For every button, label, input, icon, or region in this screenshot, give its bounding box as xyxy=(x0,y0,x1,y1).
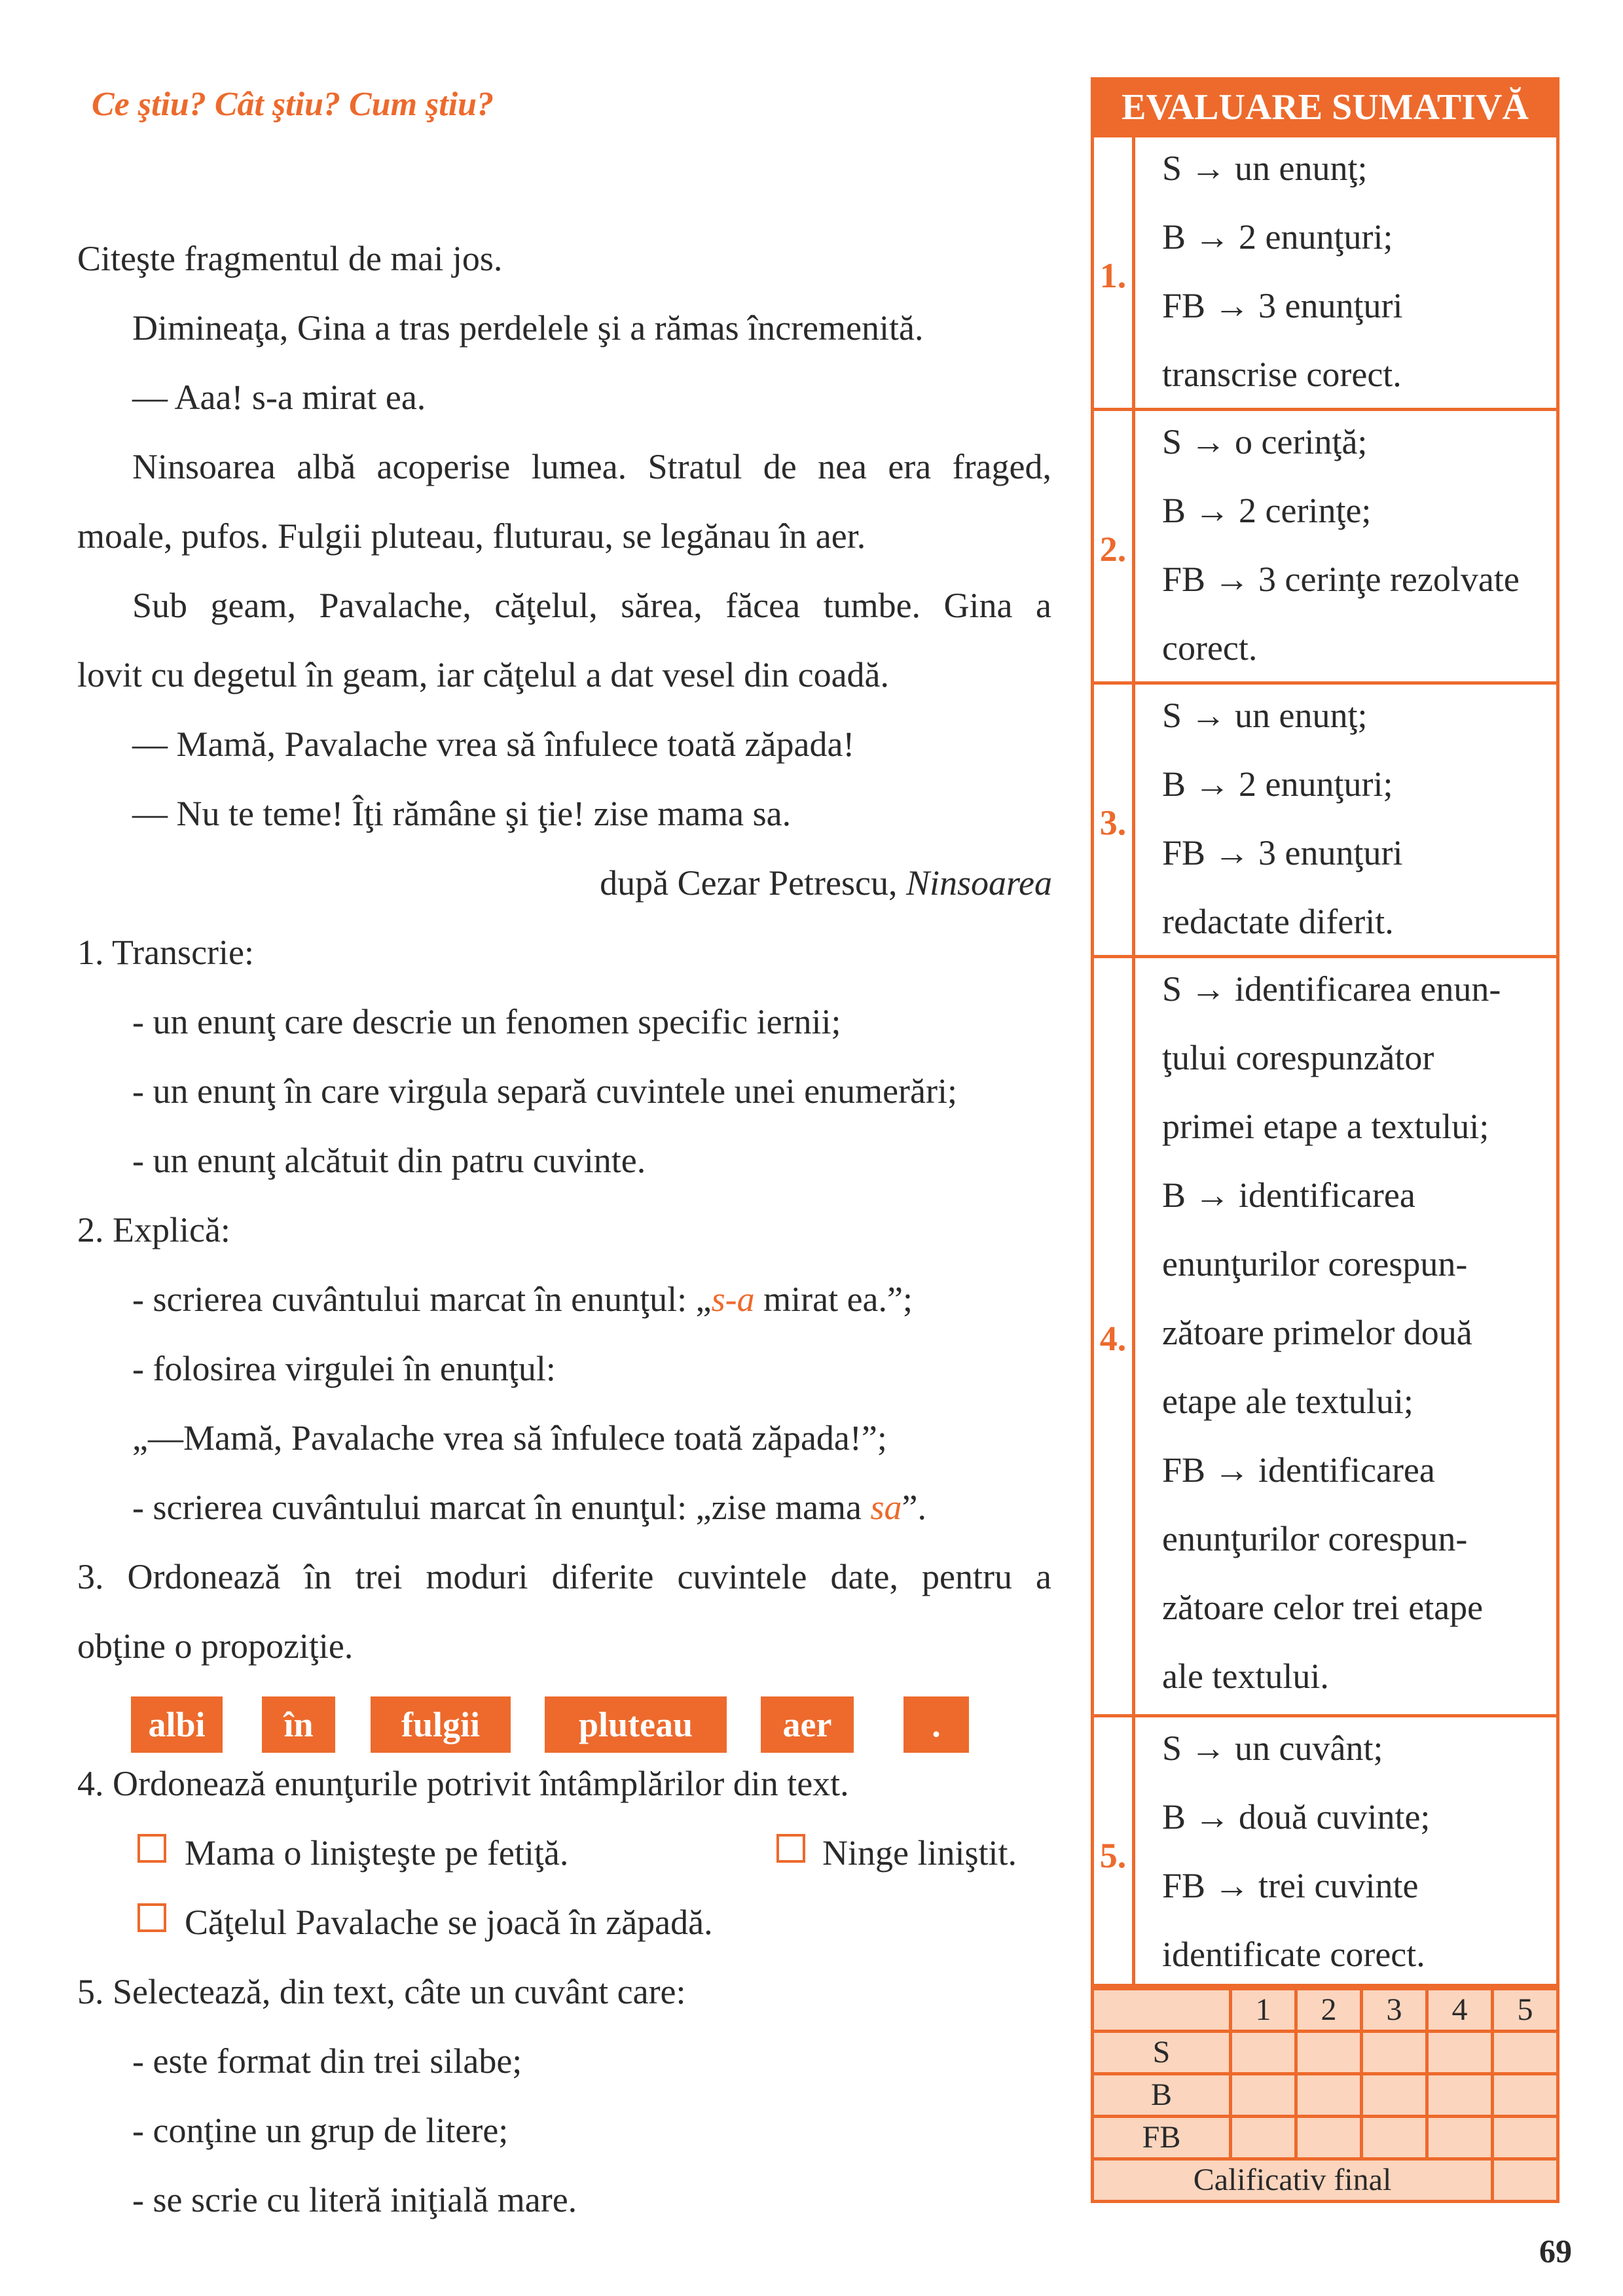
rubric-line: B → identificarea xyxy=(1162,1175,1415,1215)
rubric-line: FB → 3 enunţuri xyxy=(1162,286,1403,325)
rubric-line: transcrise corect. xyxy=(1162,355,1402,394)
rubric-item-2 xyxy=(1091,411,1559,685)
score-row-label: B xyxy=(1093,2074,1231,2117)
score-cell[interactable] xyxy=(1231,2117,1296,2159)
task-1-item: - un enunţ în care virgula separă cuvintele unei enumerări; xyxy=(132,1071,957,1111)
marked-word: s-a xyxy=(711,1280,755,1319)
rubric-line: S → un enunţ; xyxy=(1162,149,1368,188)
score-cell[interactable] xyxy=(1427,2117,1493,2159)
rubric-line: primei etape a textului; xyxy=(1162,1107,1489,1146)
score-cell[interactable] xyxy=(1296,2032,1362,2074)
rubric-number: 2. xyxy=(1099,529,1127,569)
rubric-line: B → 2 enunţuri; xyxy=(1162,764,1393,804)
event-label: Mama o linişteşte pe fetiţă. xyxy=(185,1833,569,1873)
score-cell[interactable] xyxy=(1427,2032,1493,2074)
rubric-item-4 xyxy=(1091,958,1559,1717)
rubric-line: etape ale textului; xyxy=(1162,1382,1413,1421)
paragraph-1: Dimineaţa, Gina a tras perdelele şi a rămas încremenită. xyxy=(132,308,924,348)
paragraph-6: — Nu te teme! Îţi rămâne şi ţie! zise mama sa. xyxy=(132,794,792,833)
paragraph-4b: lovit cu degetul în geam, iar căţelul a dat vesel din coadă. xyxy=(77,655,890,694)
rubric-line: S → o cerinţă; xyxy=(1162,422,1368,461)
rubric-number: 5. xyxy=(1099,1836,1127,1875)
task-1-item: - un enunţ care descrie un fenomen specific iernii; xyxy=(132,1002,841,1041)
source-citation: după Cezar Petrescu, Ninsoarea xyxy=(600,863,1052,903)
rubric-line: redactate diferit. xyxy=(1162,902,1394,941)
rubric-line: B → 2 enunţuri; xyxy=(1162,217,1393,257)
paragraph-3a: Ninsoarea albă acoperise lumea. Stratul de nea era fraged, xyxy=(132,447,1051,486)
order-checkbox[interactable] xyxy=(137,1903,166,1932)
task-1-title: 1. Transcrie: xyxy=(77,933,254,972)
rubric-item-1 xyxy=(1091,137,1559,411)
score-corner xyxy=(1093,1989,1231,2032)
rubric-line: S → un cuvânt; xyxy=(1162,1729,1383,1768)
final-grade-cell[interactable] xyxy=(1493,2159,1558,2202)
score-cell[interactable] xyxy=(1493,2074,1558,2117)
paragraph-2: — Aaa! s-a mirat ea. xyxy=(132,378,426,417)
section-heading: Ce ştiu? Cât ştiu? Cum ştiu? xyxy=(92,86,494,123)
word-card[interactable]: fulgii xyxy=(371,1696,511,1753)
rubric-item-3 xyxy=(1091,685,1559,958)
event-label: Ninge liniştit. xyxy=(822,1833,1017,1873)
marked-word: sa xyxy=(870,1488,902,1527)
rubric-line: B → două cuvinte; xyxy=(1162,1797,1431,1837)
score-cell[interactable] xyxy=(1427,2074,1493,2117)
evaluation-header: EVALUARE SUMATIVĂ xyxy=(1091,77,1559,137)
rubric-item-5 xyxy=(1091,1717,1559,1987)
score-table xyxy=(1091,1987,1559,2203)
rubric-line: zătoare primelor două xyxy=(1162,1313,1472,1352)
word-card[interactable]: pluteau xyxy=(545,1696,727,1753)
rubric-line: ale textului. xyxy=(1162,1657,1329,1696)
word-card[interactable]: . xyxy=(903,1696,969,1753)
score-col-header: 3 xyxy=(1362,1989,1427,2032)
score-cell[interactable] xyxy=(1296,2117,1362,2159)
task-2-item: - scrierea cuvântului marcat în enunţul: „s-a mirat ea.”; xyxy=(132,1280,913,1319)
word-card[interactable]: albi xyxy=(131,1696,223,1753)
task-1-item: - un enunţ alcătuit din patru cuvinte. xyxy=(132,1141,646,1180)
task-2-item: - scrierea cuvântului marcat în enunţul: „zise mama sa”. xyxy=(132,1488,926,1527)
paragraph-3b: moale, pufos. Fulgii pluteau, fluturau, se legănau în aer. xyxy=(77,516,866,556)
score-col-header: 2 xyxy=(1296,1989,1362,2032)
score-col-header: 5 xyxy=(1493,1989,1558,2032)
rubric-line: FB → trei cuvinte xyxy=(1162,1866,1419,1905)
rubric-line: S → un enunţ; xyxy=(1162,696,1368,735)
score-col-header: 4 xyxy=(1427,1989,1493,2032)
word-card[interactable]: în xyxy=(262,1696,335,1753)
rubric-line: FB → 3 enunţuri xyxy=(1162,833,1403,872)
rubric-line: FB → identificarea xyxy=(1162,1450,1435,1490)
score-row-label: S xyxy=(1093,2032,1231,2074)
rubric-line: enunţurilor corespun- xyxy=(1162,1244,1468,1283)
task-4-title: 4. Ordonează enunţurile potrivit întâmplărilor din text. xyxy=(77,1764,849,1803)
score-col-header: 1 xyxy=(1231,1989,1296,2032)
rubric-line: S → identificarea enun- xyxy=(1162,969,1501,1009)
order-checkbox[interactable] xyxy=(137,1834,166,1863)
rubric-line: B → 2 cerinţe; xyxy=(1162,491,1372,530)
task-5-title: 5. Selectează, din text, câte un cuvânt care: xyxy=(77,1972,686,2011)
task-3-title-cont: obţine o propoziţie. xyxy=(77,1626,354,1666)
task-5-item: - este format din trei silabe; xyxy=(132,2041,522,2081)
paragraph-5: — Mamă, Pavalache vrea să înfulece toată zăpada! xyxy=(132,725,855,764)
task-2-quote: „—Mamă, Pavalache vrea să înfulece toată zăpada!”; xyxy=(132,1418,887,1458)
source-title: Ninsoarea xyxy=(905,863,1052,903)
word-card[interactable]: aer xyxy=(761,1696,854,1753)
rubric-number: 1. xyxy=(1099,256,1127,295)
task-2-title: 2. Explică: xyxy=(77,1210,230,1249)
score-cell[interactable] xyxy=(1231,2032,1296,2074)
task-5-item: - se scrie cu literă iniţială mare. xyxy=(132,2180,577,2219)
rubric-line: FB → 3 cerinţe rezolvate xyxy=(1162,560,1520,599)
score-cell[interactable] xyxy=(1493,2032,1558,2074)
paragraph-4a: Sub geam, Pavalache, căţelul, sărea, făcea tumbe. Gina a xyxy=(132,586,1051,625)
rubric-line: enunţurilor corespun- xyxy=(1162,1519,1468,1558)
score-cell[interactable] xyxy=(1362,2032,1427,2074)
rubric-line: identificate corect. xyxy=(1162,1935,1425,1974)
task-3-title: 3. Ordonează în trei moduri diferite cuvintele date, pentru a xyxy=(77,1557,1051,1596)
page-number: 69 xyxy=(1539,2233,1572,2269)
rubric-line: ţului corespunzător xyxy=(1162,1038,1434,1077)
score-row-label: FB xyxy=(1093,2117,1231,2159)
intro-text: Citeşte fragmentul de mai jos. xyxy=(77,239,503,278)
task-2-item: - folosirea virgulei în enunţul: xyxy=(132,1349,556,1388)
rubric-line: corect. xyxy=(1162,628,1258,668)
score-cell[interactable] xyxy=(1231,2074,1296,2117)
order-checkbox[interactable] xyxy=(776,1834,805,1863)
score-cell[interactable] xyxy=(1362,2074,1427,2117)
rubric-number: 4. xyxy=(1099,1319,1127,1358)
task-5-item: - conţine un grup de litere; xyxy=(132,2111,509,2150)
score-cell[interactable] xyxy=(1296,2074,1362,2117)
event-label: Căţelul Pavalache se joacă în zăpadă. xyxy=(185,1903,713,1942)
score-cell[interactable] xyxy=(1493,2117,1558,2159)
final-grade-label: Calificativ final xyxy=(1093,2159,1493,2202)
rubric-line: zătoare celor trei etape xyxy=(1162,1588,1484,1627)
rubric-number: 3. xyxy=(1099,803,1127,842)
score-cell[interactable] xyxy=(1362,2117,1427,2159)
